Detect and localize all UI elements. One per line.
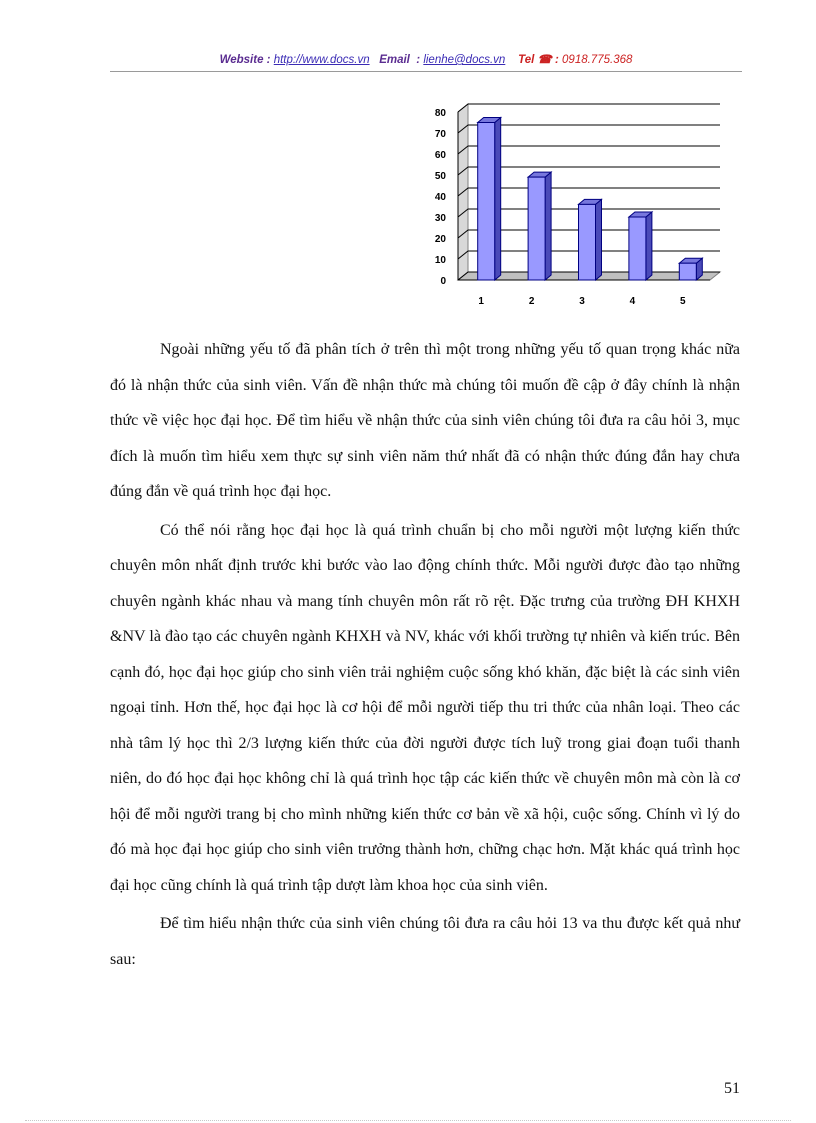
y-tick-label: 10 <box>434 255 446 266</box>
website-label: Website : <box>219 54 271 66</box>
x-tick-label: 1 <box>478 296 484 307</box>
bar-side <box>545 172 551 280</box>
tel-label: Tel ☎ : <box>518 54 559 66</box>
bar-side <box>596 199 602 280</box>
bar <box>528 177 545 280</box>
x-tick-label: 4 <box>629 296 636 307</box>
page-header <box>110 52 742 70</box>
body-text <box>110 332 740 980</box>
email-link[interactable]: lienhe@docs.vn <box>423 54 506 66</box>
website-link[interactable]: http://www.docs.vn <box>273 54 370 66</box>
y-tick-label: 70 <box>434 129 446 140</box>
tel-number: 0918.775.368 <box>562 54 633 66</box>
email-separator: : <box>416 54 421 66</box>
x-tick-label: 2 <box>528 296 535 307</box>
bar <box>579 204 596 280</box>
bar <box>478 123 495 281</box>
bar-side <box>646 212 652 280</box>
gridline <box>458 104 720 112</box>
y-tick-label: 30 <box>434 213 446 224</box>
paragraph-1: Ngoài những yếu tố đã phân tích ở trên thì một trong những yếu tố quan trọng khác nữa đó là nhận thức của sinh viên. Vấn đề nhận thức mà chúng tôi muốn đề cập ở đây chính là nhận thức về việc học đại học. Để tìm hiểu về nhận thức của sinh viên chúng tôi đưa ra câu hỏi 3, mục đích là muốn tìm hiểu xem thực sự sinh viên năm thứ nhất đã có nhận thức đúng đắn hay chưa đúng đắn về quá trình học đại học. <box>110 341 740 500</box>
paragraph-2: Có thể nói rằng học đại học là quá trình chuẩn bị cho mỗi người một lượng kiến thức chuyên môn nhất định trước khi bước vào lao động chính thức. Mỗi người được đào tạo những chuyên ngành khác nhau và mang tính chuyên môn rất rõ rệt. Đặc trưng của trường ĐH KHXH &NV là đào tạo các chuyên ngành KHXH và NV, khác với khối trường tự nhiên và kiến trúc. Bên cạnh đó, học đại học giúp cho sinh viên trải nghiệm cuộc sống khó khăn, đặc biệt là các sinh viên ngoại tỉnh. Hơn thế, học đại học là cơ hội để mỗi người tiếp thu tri thức của nhân loại. Theo các nhà tâm lý học thì 2/3 lượng kiến thức của đời người được tích luỹ trong giai đoạn tuổi thanh niên, do đó học đại học không chỉ là quá trình học tập các kiến thức về chuyên môn mà còn là cơ hội để mỗi người trang bị cho mình những kiến thức cơ bản về xã hội, cuộc sống. Chính vì lý do đó mà học đại học giúp cho sinh viên trưởng thành hơn, chững chạc hơn. Mặt khác quá trình học đại học cũng chính là quá trình tập dượt làm khoa học của sinh viên. <box>110 521 740 894</box>
y-tick-label: 0 <box>440 276 446 287</box>
paragraph-3: Để tìm hiểu nhận thức của sinh viên chúng tôi đưa ra câu hỏi 13 va thu được kết quả như sau: <box>110 915 740 968</box>
header-divider <box>110 71 742 72</box>
y-tick-label: 80 <box>434 108 446 119</box>
y-tick-label: 20 <box>434 234 446 245</box>
bar <box>629 217 646 280</box>
y-tick-label: 40 <box>434 192 446 203</box>
email-label: Email <box>379 54 410 66</box>
bar <box>679 263 696 280</box>
footer-divider <box>25 1120 791 1121</box>
page-number: 51 <box>724 1080 740 1097</box>
y-tick-label: 50 <box>434 171 446 182</box>
bar-chart <box>410 100 730 315</box>
x-tick-label: 5 <box>680 296 686 307</box>
x-tick-label: 3 <box>579 296 585 307</box>
bar-side <box>495 118 501 281</box>
y-tick-label: 60 <box>434 150 446 161</box>
